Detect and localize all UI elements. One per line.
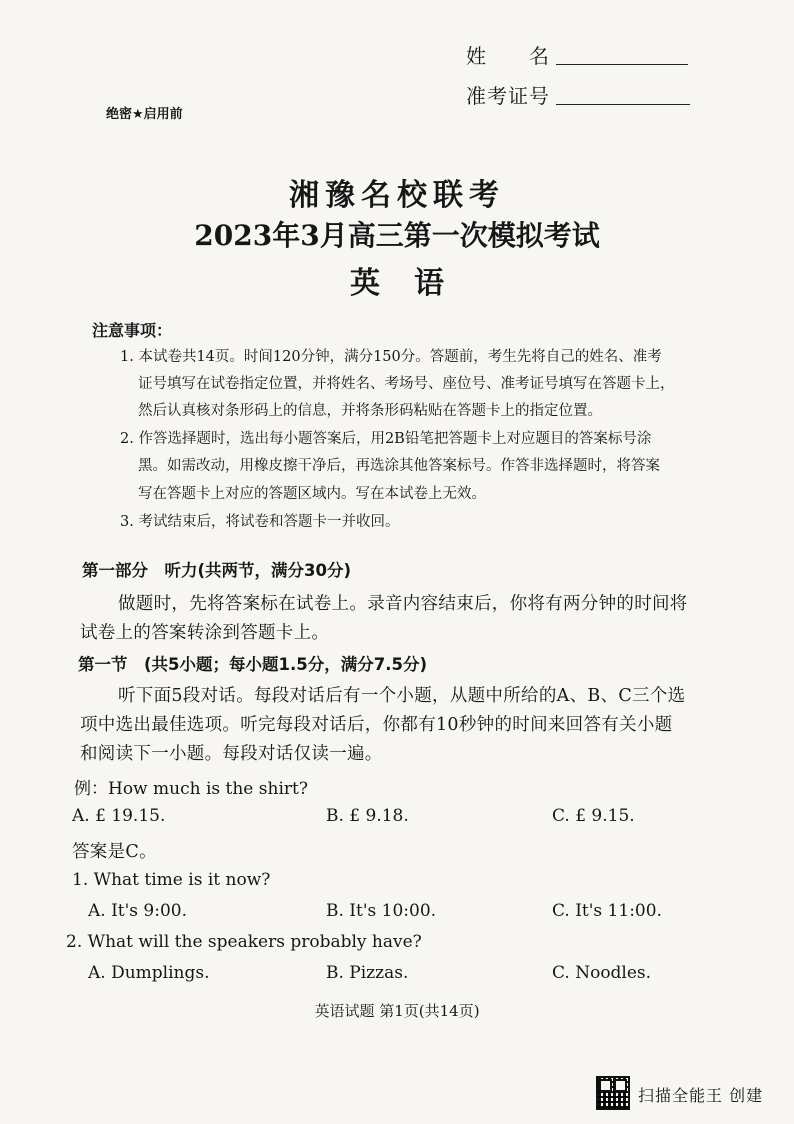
name-label: 姓 名 [466,44,550,68]
part1-heading: 第一部分 听力(共两节，满分30分) [82,561,352,580]
notice-line: 2. 作答选择题时，选出每小题答案后，用2B铅笔把答题卡上对应题目的答案标号涂 [120,431,652,447]
question-1-option-b: B. It's 10:00. [326,901,437,921]
question-2: 2. What will the speakers probably have? [66,932,422,952]
exam-id-underline [556,104,690,105]
section1-instruction-line: 和阅读下一小题。每段对话仅读一遍。 [80,744,383,764]
example-answer: 答案是C。 [72,842,157,862]
subject-title: 英语 [350,266,478,301]
notice-line: 写在答题卡上对应的答题区域内。写在本试卷上无效。 [138,486,486,502]
notice-line: 3. 考试结束后，将试卷和答题卡一并收回。 [120,514,400,530]
example-option-c: C. £ 9.15. [552,806,635,826]
page-footer: 英语试题 第1页(共14页) [314,1002,480,1020]
notice-line: 1. 本试卷共14页。时间120分钟，满分150分。答题前，考生先将自己的姓名、准考 [120,349,662,365]
example-option-b: B. £ 9.18. [326,806,409,826]
question-2-option-a: A. Dumplings. [88,963,210,983]
question-2-option-c: C. Noodles. [552,963,652,983]
qr-code-icon [596,1076,630,1110]
part1-intro-line: 试卷上的答案转涂到答题卡上。 [80,623,330,643]
question-1-option-a: A. It's 9:00. [88,901,188,921]
section1-instruction-line: 项中选出最佳选项。听完每段对话后，你都有10秒钟的时间来回答有关小题 [80,715,673,735]
exam-title-line2: 2023年3月高三第一次模拟考试 [194,219,600,252]
part1-intro-line: 做题时，先将答案标在试卷上。录音内容结束后，你将有两分钟的时间将 [118,594,688,614]
confidential-mark: 绝密★启用前 [106,107,183,122]
exam-title-line1: 湘豫名校联考 [289,178,505,213]
notice-line: 黑。如需改动，用橡皮擦干净后，再选涂其他答案标号。作答非选择题时，将答案 [138,458,660,474]
example-option-a: A. £ 19.15. [72,806,166,826]
example-question: 例：How much is the shirt? [74,779,308,799]
scanner-watermark: 扫描全能王 创建 [638,1086,764,1105]
question-1-option-c: C. It's 11:00. [552,901,662,921]
notice-line: 证号填写在试卷指定位置，并将姓名、考场号、座位号、准考证号填写在答题卡上， [138,376,675,392]
notice-line: 然后认真核对条形码上的信息，并将条形码粘贴在答题卡上的指定位置。 [138,403,602,419]
section1-heading: 第一节 (共5小题；每小题1.5分，满分7.5分) [78,655,428,674]
section1-instruction-line: 听下面5段对话。每段对话后有一个小题，从题中所给的A、B、C三个选 [118,686,686,706]
question-2-option-b: B. Pizzas. [326,963,409,983]
question-1: 1. What time is it now? [72,870,271,890]
name-underline [556,64,688,65]
exam-id-label: 准考证号 [466,84,550,108]
notice-heading: 注意事项： [92,321,173,340]
